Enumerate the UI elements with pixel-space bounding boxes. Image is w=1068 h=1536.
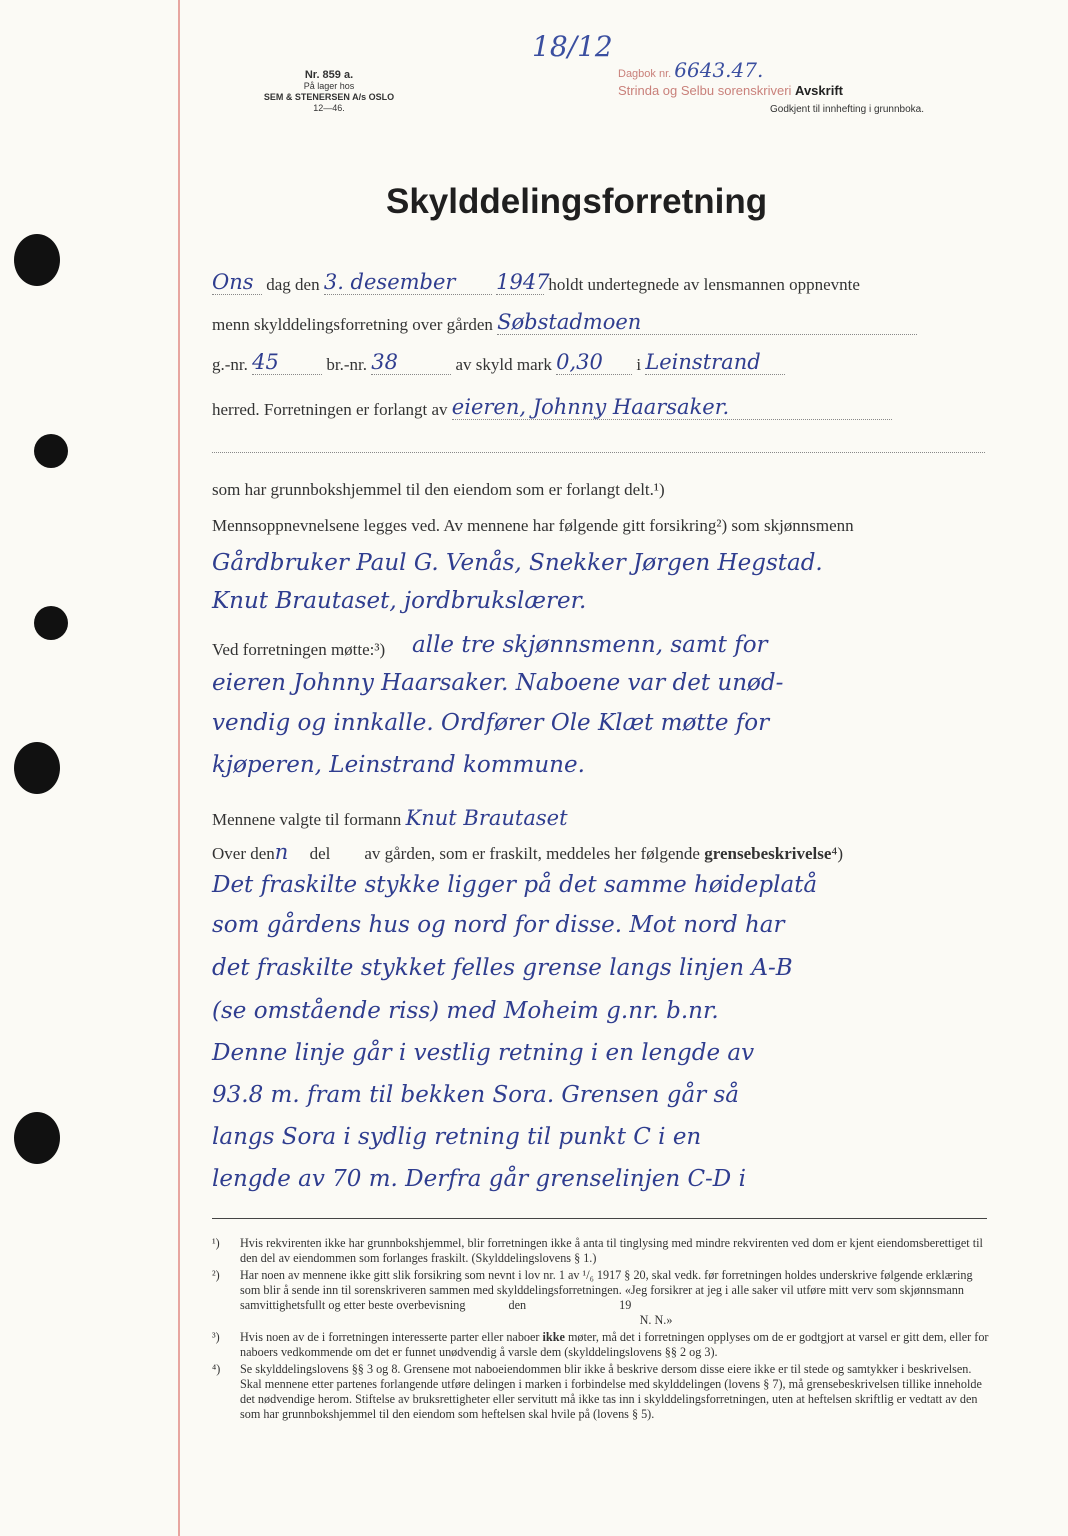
label-avgarden: av gården, som er fraskilt, meddeles her følgende (364, 844, 700, 863)
gnr-value: 45 (252, 350, 279, 374)
year-value: 1947 (496, 270, 550, 294)
date-note: 18/12 (532, 30, 613, 63)
label-grense: grensebeskrivelse (704, 844, 832, 863)
boundary-line: (se omstående riss) med Moheim g.nr. b.nr. (212, 998, 719, 1024)
boundary-line: 93.8 m. fram til bekken Sora. Grensen går så (212, 1082, 740, 1108)
label-grense-sup: ⁴) (831, 844, 843, 863)
requester-line (212, 395, 987, 420)
footnote-ikke: ikke (542, 1330, 565, 1344)
chairman-line (212, 806, 987, 830)
footnote-year: 19 (619, 1298, 632, 1312)
boundary-intro (212, 840, 987, 864)
label-gnr: g.-nr. (212, 355, 248, 374)
label-over: Over den (212, 844, 275, 863)
requested-by-value: eieren, Johnny Haarsaker. (451, 395, 730, 419)
stamp-court: Strinda og Selbu sorenskriveri (618, 83, 792, 98)
footnote-text: møter, må det i forretningen opplyses om de er godtgjort at varsel er gitt dem, eller for naboers vedkommende om det er funnet unødvendig å varsle dem (skylddelingslovens §§ 2 og 3). (240, 1330, 989, 1359)
publisher-line: På lager hos (303, 81, 355, 91)
footnote-rule (212, 1218, 987, 1219)
day-value: Ons (212, 270, 254, 294)
skyld-value: 0,30 (556, 350, 603, 374)
footnote-nn: N. N.» (639, 1313, 673, 1327)
case-stamp (618, 58, 998, 82)
brnr-value: 38 (371, 350, 398, 374)
footnote-3 (212, 1330, 992, 1360)
label-menn: menn skylddelingsforretning over gården (212, 315, 493, 334)
footnote-text: Hvis rekvirenten ikke har grunnbokshjemmel, blir forretningen ikke å anta til tinglysing med mindre rekvirenten ved dom er kjent eiendomsberettiget til den del av eiendommen som forlanges fraskilt. (Skylddelingslovens § 1.) (240, 1236, 983, 1265)
blank-rule (212, 452, 985, 453)
appraisers-line-1: Gårdbruker Paul G. Venås, Snekker Jørgen Hegstad. (212, 550, 823, 576)
property-line (212, 350, 987, 375)
footnote-text: Hvis noen av de i forretningen interesserte parter eller naboer (240, 1330, 540, 1344)
case-number: 6643.47. (674, 58, 764, 82)
punch-hole (34, 606, 68, 640)
footnote-2 (212, 1268, 992, 1328)
date-value: 3. desember (323, 270, 456, 294)
label-holdt: holdt undertegnede av lensmannen oppnevnte (548, 275, 860, 294)
print-date: 12—46. (313, 103, 345, 113)
date-line (212, 270, 987, 295)
label-formann: Mennene valgte til formann (212, 810, 402, 829)
publisher: SEM & STENERSEN A/s OSLO (263, 92, 395, 102)
footnote-number: ⁴) (212, 1362, 221, 1376)
stamp-prefix: Dagbok nr. (618, 68, 672, 80)
footnote-den: den (508, 1298, 527, 1312)
punch-hole (34, 434, 68, 468)
punch-hole (14, 234, 60, 286)
boundary-line: det fraskilte stykket felles grense langs linjen A-B (212, 955, 793, 981)
label-brnr: br.-nr. (326, 355, 367, 374)
stamp-block (618, 58, 998, 115)
attended-line-1: alle tre skjønnsmenn, samt for (412, 632, 768, 658)
boundary-line: lengde av 70 m. Derfra går grenselinjen C-D i (212, 1166, 746, 1192)
appraisers-line-2: Knut Brautaset, jordbrukslærer. (212, 588, 587, 614)
page-title: Skylddelingsforretning (386, 182, 768, 221)
label-del: del (309, 844, 331, 863)
form-meta (254, 70, 404, 114)
footnote-number: ¹) (212, 1236, 220, 1250)
municipality-value: Leinstrand (645, 350, 761, 374)
chairman-value: Knut Brautaset (405, 806, 568, 830)
court-stamp (618, 83, 998, 98)
attendance-label: Ved forretningen møtte:³) (212, 640, 386, 659)
boundary-line: langs Sora i sydlig retning til punkt C i en (212, 1124, 702, 1150)
attended-line-2: eieren Johnny Haarsaker. Naboene var det unød- (212, 670, 784, 696)
label-dag-den: dag den (266, 275, 320, 294)
boundary-line: som gårdens hus og nord for disse. Mot nord har (212, 912, 785, 938)
margin-rule (178, 0, 180, 1536)
label-i: i (636, 355, 642, 374)
attended-line-4: kjøperen, Leinstrand kommune. (212, 752, 585, 778)
form-number: Nr. 859 a. (304, 69, 354, 81)
boundary-line: Det fraskilte stykke ligger på det samme høideplatå (212, 872, 818, 898)
label-herred: herred. Forretningen er forlangt av (212, 400, 448, 419)
farm-value: Søbstadmoen (497, 310, 642, 334)
footnote-text: Har noen av mennene ikke gitt slik forsikring som nevnt i lov nr. 1 av ¹/₆ 1917 § 20, skal vedk. før forretningen holdes underskrive følgende erklæring som blir å sende inn til sorenskriveren sammen med skylddelingsforretningen. «Jeg forsikrer at jeg i alle saker vil utføre mitt verv som skjønnsmann samvittighetsfullt og etter beste overbevisning (240, 1268, 973, 1312)
punch-hole (14, 1112, 60, 1164)
over-hw: n (274, 840, 289, 864)
appraisers-intro: Mennsoppnevnelsene legges ved. Av mennene har følgende gitt forsikring²) som skjønnsmenn (212, 516, 854, 535)
boundary-line: Denne linje går i vestlig retning i en lengde av (212, 1040, 755, 1066)
footnote-number: ²) (212, 1268, 220, 1282)
attended-line-3: vendig og innkalle. Ordfører Ole Klæt møtte for (212, 710, 770, 736)
footnote-1 (212, 1236, 992, 1266)
footnotes (212, 1236, 992, 1424)
approved-note: Godkjent til innhefting i grunnboka. (770, 104, 924, 115)
footnote-number: ³) (212, 1330, 220, 1344)
footnote-text: Se skylddelingslovens §§ 3 og 8. Grensene mot naboeiendommen blir ikke å beskrive dersom disse eiere ikke er til stede og samtykker i beskrivelsen. Skal mennene etter partenes forlangende utføre delingen i marken i forbindelse med skylddelingen (lovens § 7), må grensebeskrivelsen tillike inneholde det nødvendige herom. Stiftelse av bruksrettigheter eller servitutt må ikke tas inn i skylddelingsforretningen, uten at heftelsen skriftlig er vedtatt av den som har grunnbokshjemmel til den eiendom som heftelsen skal hvile på (lovens § 5). (240, 1362, 982, 1421)
farm-line (212, 310, 987, 335)
grunnbok-line: som har grunnbokshjemmel til den eiendom som er forlangt delt.¹) (212, 480, 665, 499)
punch-hole (14, 742, 60, 794)
label-skyld: av skyld mark (455, 355, 552, 374)
footnote-4 (212, 1362, 992, 1422)
stamp-copy: Avskrift (795, 83, 843, 98)
